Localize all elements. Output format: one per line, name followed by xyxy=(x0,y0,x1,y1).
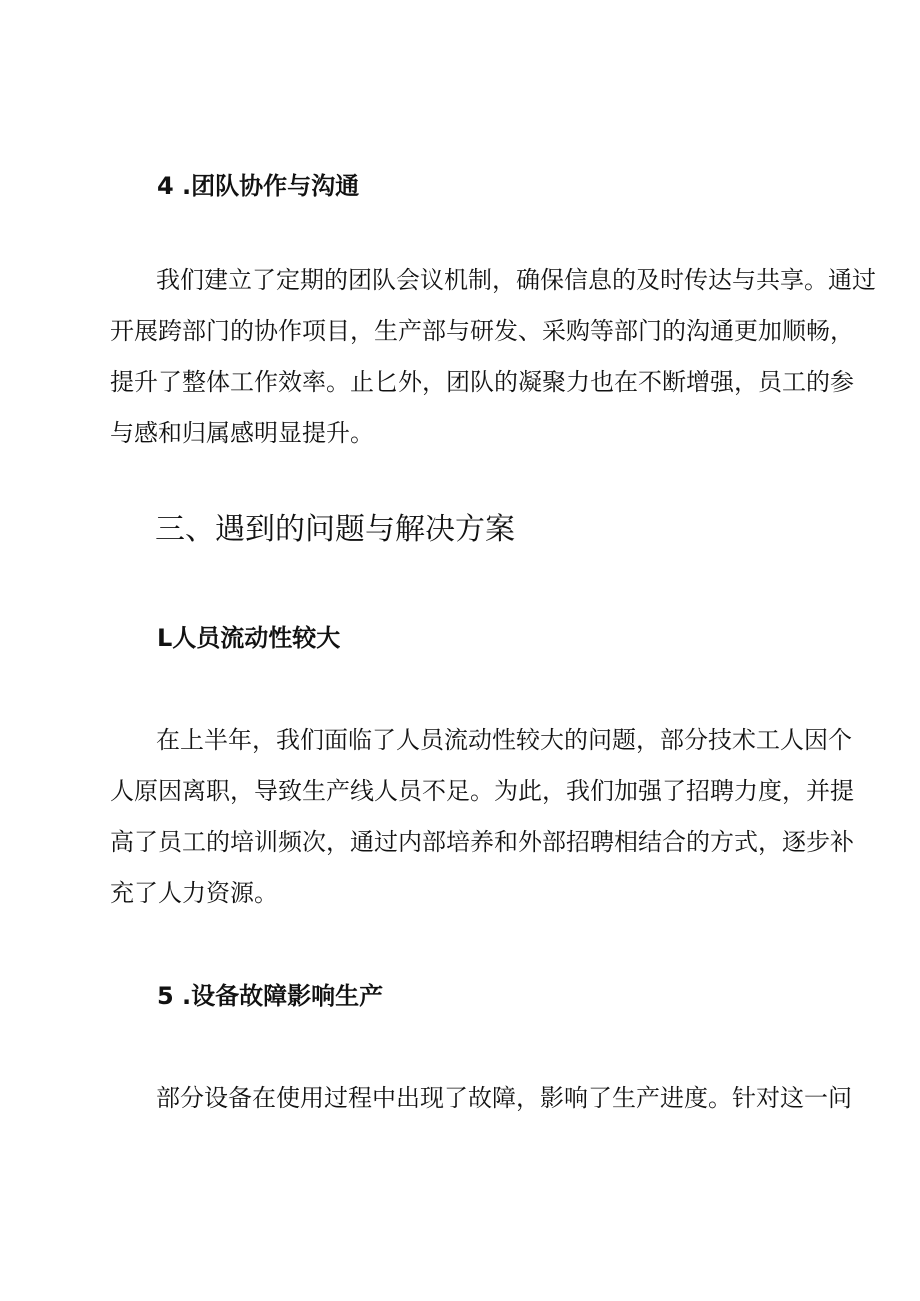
paragraph-line: 提升了整体工作效率。止匕外，团队的凝聚力也在不断增强，员工的参 xyxy=(110,368,854,396)
chapter-3-heading: 三、遇到的问题与解决方案 xyxy=(155,512,515,547)
item-1-paragraph xyxy=(110,715,854,919)
paragraph-line: 人原因离职，导致生产线人员不足。为此，我们加强了招聘力度，并提 xyxy=(110,777,854,805)
item-5-heading: 5 .设备故障影响生产 xyxy=(157,982,384,1010)
paragraph-line: 部分设备在使用过程中出现了故障，影响了生产进度。针对这一问 xyxy=(156,1084,852,1112)
paragraph-line: 高了员工的培训频次，通过内部培养和外部招聘相结合的方式，逐步补 xyxy=(110,828,854,856)
paragraph-line: 充了人力资源。 xyxy=(110,879,278,907)
item-1-heading: L人员流动性较大 xyxy=(157,624,341,652)
paragraph-line: 我们建立了定期的团队会议机制，确保信息的及时传达与共享。通过 xyxy=(156,266,876,294)
paragraph-line: 开展跨部门的协作项目，生产部与研发、采购等部门的沟通更加顺畅， xyxy=(110,317,854,345)
paragraph-line: 在上半年，我们面临了人员流动性较大的问题，部分技术工人因个 xyxy=(156,726,852,754)
section-4-heading: 4 .团队协作与沟通 xyxy=(157,172,360,200)
paragraph-line: 与感和归属感明显提升。 xyxy=(110,419,374,447)
section-4-paragraph xyxy=(110,255,876,459)
item-5-paragraph xyxy=(110,1073,852,1124)
